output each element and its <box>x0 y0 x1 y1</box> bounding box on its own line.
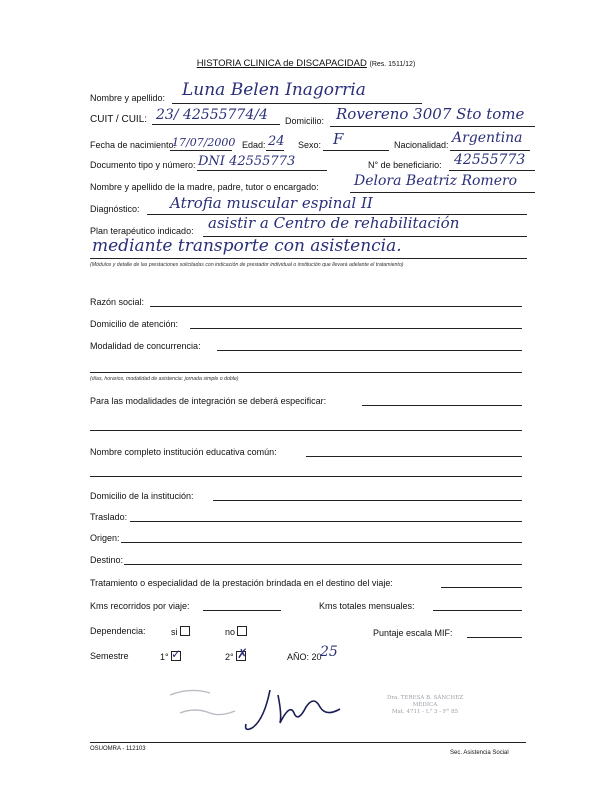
nacionalidad-label: Nacionalidad: <box>394 140 449 150</box>
institucion-label: Nombre completo institución educativa común: <box>90 447 277 457</box>
dom-inst-line[interactable] <box>213 500 522 501</box>
kms-mes-line[interactable] <box>433 610 522 611</box>
beneficiario-line <box>449 170 535 171</box>
plan-note: (Módulos y detalle de las prestaciones solicitadas con indicación de prestador individual o institución que llevará adelante el tratamiento) <box>90 262 404 268</box>
tutor-value[interactable]: Delora Beatriz Romero <box>354 173 518 189</box>
domicilio-label: Domicilio: <box>285 116 325 126</box>
traslado-line[interactable] <box>130 521 522 522</box>
semestre-label: Semestre <box>90 651 129 661</box>
nacionalidad-line <box>450 150 530 151</box>
nacimiento-label: Fecha de nacimiento: <box>90 140 177 150</box>
destino-line[interactable] <box>124 564 522 565</box>
razon-label: Razón social: <box>90 297 145 307</box>
origen-line[interactable] <box>121 542 522 543</box>
documento-label: Documento tipo y número: <box>90 160 196 170</box>
institucion-line-2[interactable] <box>90 476 522 477</box>
cuit-value[interactable]: 23/ 42555774/4 <box>156 107 268 123</box>
concurrencia-line-1[interactable] <box>217 350 522 351</box>
plan-label: Plan terapéutico indicado: <box>90 226 194 236</box>
kms-viaje-label: Kms recorridos por viaje: <box>90 601 190 611</box>
nacimiento-line <box>170 150 232 151</box>
semestre-2-label: 2° <box>225 652 234 662</box>
diagnostico-label: Diagnóstico: <box>90 204 140 214</box>
dependencia-si-checkbox[interactable] <box>180 626 190 636</box>
beneficiario-value[interactable]: 42555773 <box>454 152 526 168</box>
razon-line[interactable] <box>150 306 522 307</box>
beneficiario-label: N° de beneficiario: <box>368 160 442 170</box>
dependencia-si-label: si <box>171 627 178 637</box>
destino-label: Destino: <box>90 555 124 565</box>
plan-line-2 <box>90 258 527 259</box>
plan-value-line1[interactable]: asistir a Centro de rehabilitación <box>208 214 460 232</box>
edad-value[interactable]: 24 <box>268 134 285 149</box>
mif-label: Puntaje escala MIF: <box>373 628 453 638</box>
domicilio-line <box>330 126 535 127</box>
sexo-label: Sexo: <box>298 140 322 150</box>
mif-line[interactable] <box>467 637 522 638</box>
tratamiento-label: Tratamiento o especialidad de la prestación brindada en el destino del viaje: <box>90 578 393 588</box>
atencion-line[interactable] <box>190 328 522 329</box>
tutor-line <box>350 192 535 193</box>
anio-label: AÑO: 20 <box>287 652 322 662</box>
stamp-registration: Mat. 4711 - L° 3 - F° 85 <box>391 709 459 716</box>
nombre-value[interactable]: Luna Belen Inagorria <box>182 80 366 100</box>
dependencia-no <box>225 626 247 637</box>
plan-value-line2[interactable]: mediante transporte con asistencia. <box>92 236 402 256</box>
concurrencia-note: (días, horarios, modalidad de asistencia: jornada simple o doble) <box>90 376 239 382</box>
form-title-text: HISTORIA CLINICA de DISCAPACIDAD <box>196 58 367 69</box>
domicilio-value[interactable]: Rovereno 3007 Sto tome <box>336 105 525 123</box>
sexo-line <box>323 150 389 151</box>
dependencia-label: Dependencia: <box>90 626 146 636</box>
atencion-label: Domicilio de atención: <box>90 319 179 329</box>
nacimiento-value[interactable]: 17/07/2000 <box>172 136 236 149</box>
resolution-number: (Res. 1511/12) <box>369 61 416 68</box>
check-mark-icon: ✓ <box>171 647 182 661</box>
stamp-name: Dra. TERESA B. SÁNCHEZ <box>386 695 464 701</box>
footer-code: OSUOMRA - 112103 <box>90 746 146 752</box>
concurrencia-label: Modalidad de concurrencia: <box>90 341 201 351</box>
integracion-line-2[interactable] <box>90 430 522 431</box>
form-title <box>0 58 612 69</box>
documento-line <box>197 170 327 171</box>
tratamiento-line[interactable] <box>441 587 522 588</box>
integracion-line-1[interactable] <box>362 405 522 406</box>
semestre-1-label: 1° <box>160 652 169 662</box>
cross-mark-icon: ✗ <box>237 647 248 662</box>
stamp-title: MÉDICA <box>412 702 438 709</box>
concurrencia-line-2[interactable] <box>90 372 522 373</box>
traslado-label: Traslado: <box>90 512 128 522</box>
dependencia-no-checkbox[interactable] <box>237 626 247 636</box>
kms-viaje-line[interactable] <box>203 610 281 611</box>
dependencia-si <box>171 626 190 637</box>
origen-label: Origen: <box>90 533 120 543</box>
sexo-value[interactable]: F <box>333 130 344 148</box>
nombre-line <box>172 103 422 104</box>
diagnostico-value[interactable]: Atrofia muscular espinal II <box>170 194 373 212</box>
anio-value[interactable]: 25 <box>320 644 338 660</box>
edad-label: Edad: <box>242 140 266 150</box>
kms-mes-label: Kms totales mensuales: <box>319 601 415 611</box>
institucion-line-1[interactable] <box>306 456 522 457</box>
integracion-label: Para las modalidades de integración se deberá especificar: <box>90 396 327 406</box>
signature-icon <box>160 675 380 745</box>
documento-value[interactable]: DNI 42555773 <box>198 154 296 169</box>
dom-inst-label: Domicilio de la institución: <box>90 491 194 501</box>
dependencia-no-label: no <box>225 627 236 637</box>
edad-line <box>266 150 284 151</box>
nombre-label: Nombre y apellido: <box>90 93 166 103</box>
cuit-label: CUIT / CUIL: <box>90 114 148 125</box>
footer-divider <box>90 742 526 743</box>
doctor-stamp <box>370 695 480 716</box>
nacionalidad-value[interactable]: Argentina <box>452 130 523 146</box>
cuit-line <box>152 124 280 125</box>
tutor-label: Nombre y apellido de la madre, padre, tutor o encargado: <box>90 182 319 192</box>
footer-department: Sec. Asistencia Social <box>450 750 509 756</box>
